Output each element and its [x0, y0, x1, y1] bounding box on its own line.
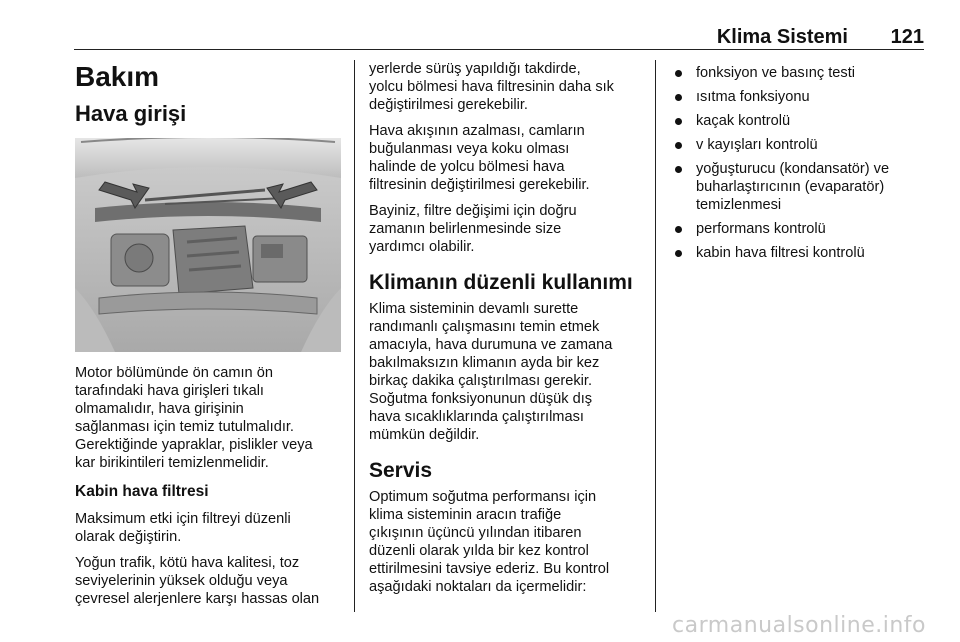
paragraph-filter-continued: yerlerde sürüş yapıldığı takdirde, yolcu bölmesi hava filtresinin daha sık değiştirilmesi gerekebilir. [369, 61, 614, 113]
header-title: Klima Sistemi [716, 26, 848, 48]
list-item: fonksiyon ve basınç testi [672, 64, 934, 82]
column-1 [75, 60, 343, 616]
paragraph-air-intake: Motor bölümünde ön camın ön tarafındaki hava girişleri tıkalı olmamalıdır, hava girişinin sağlanması için temiz tutulmalıdır. Gerektiğinde yapraklar, pislikler veya kar birikintileri temizlenmelidir. [75, 365, 313, 471]
section-title-regular-use: Klimanın düzenli kullanımı [369, 271, 633, 294]
column-divider-1 [354, 60, 355, 612]
paragraph-filter-2: Yoğun trafik, kötü hava kalitesi, toz seviyelerinin yüksek olduğu veya çevresel alerjenlere karşı hassas olan [75, 555, 320, 607]
list-item: v kayışları kontrolü [672, 136, 934, 154]
page-header [0, 0, 960, 58]
list-item: yoğuşturucu (kondansatör) ve buharlaştırıcının (evaparatör) temizlenmesi [672, 160, 934, 214]
list-item: performans kontrolü [672, 220, 934, 238]
paragraph-filter-1: Maksimum etki için filtreyi düzenli olarak değiştirin. [75, 511, 291, 545]
bullet-icon [675, 118, 682, 125]
bullet-icon [675, 166, 682, 173]
list-item: ısıtma fonksiyonu [672, 88, 934, 106]
paragraph-filter-airflow: Hava akışının azalması, camların buğulanması veya koku olması halinde de yolcu bölmesi hava filtresinin değiştirilmesi gerekebilir. [369, 123, 590, 193]
watermark: carmanualsonline.info [672, 613, 926, 638]
engine-bay-illustration [75, 138, 341, 352]
column-divider-2 [655, 60, 656, 612]
bullet-icon [675, 70, 682, 77]
paragraph-dealer: Bayiniz, filtre değişimi için doğru zamanın belirlenmesinde size yardımcı olabilir. [369, 203, 577, 255]
header-rule [74, 49, 924, 50]
section-title-air-intake: Hava girişi [75, 101, 187, 126]
service-checklist [672, 64, 934, 262]
subsection-title-cabin-filter: Kabin hava filtresi [75, 483, 209, 500]
list-item: kaçak kontrolü [672, 112, 934, 130]
column-3 [672, 60, 934, 268]
bullet-icon [675, 250, 682, 257]
bullet-icon [675, 142, 682, 149]
page-number: 121 [890, 26, 924, 48]
bullet-icon [675, 94, 682, 101]
section-title-service: Servis [369, 459, 433, 482]
paragraph-regular-use: Klima sisteminin devamlı surette randımanlı çalışmasını temin etmek amacıyla, hava durumuna ve zamana bakılmaksızın klimanın ayda bir kez birkaç dakika çalıştırılması gerekir. Soğutma fonksiyonunun düşük dış hava sıcaklıklarında çalıştırılması mümkün değildir. [369, 301, 613, 443]
paragraph-service: Optimum soğutma performansı için klima sisteminin aracın trafiğe çıkışının üçüncü yılından itibaren düzenli olarak yılda bir kez kontrol ettirilmesini tavsiye ederiz. Bu kontrol aşağıdaki noktaları da içermelidir: [369, 489, 610, 595]
chapter-title: Bakım [75, 61, 160, 92]
list-item: kabin hava filtresi kontrolü [672, 244, 934, 262]
bullet-icon [675, 226, 682, 233]
column-2 [369, 60, 637, 604]
